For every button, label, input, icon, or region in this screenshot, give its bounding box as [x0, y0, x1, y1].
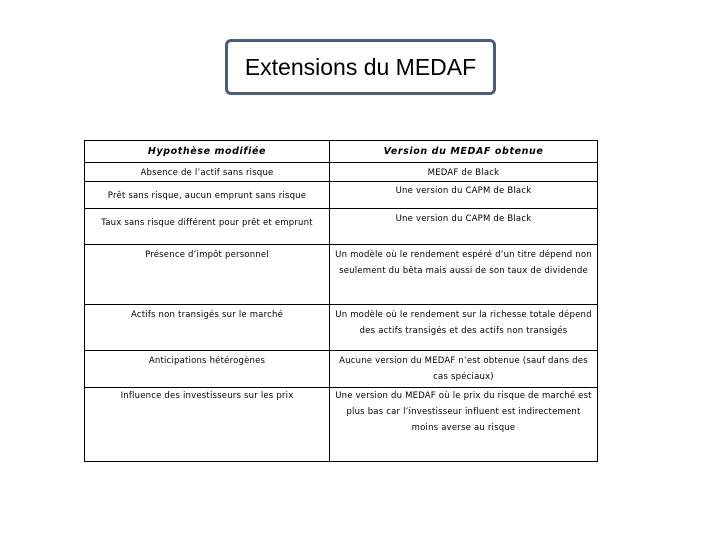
slide-title: Extensions du MEDAF — [225, 39, 496, 95]
hypothesis-cell: Absence de l’actif sans risque — [85, 163, 330, 182]
version-cell: Un modèle où le rendement sur la richesse totale dépend des actifs transigés et des actifs non transigés — [330, 305, 598, 351]
version-cell: Une version du CAPM de Black — [330, 209, 598, 245]
hypothesis-cell: Influence des investisseurs sur les prix — [85, 388, 330, 462]
table-header-row — [85, 141, 598, 163]
hypothesis-cell: Prêt sans risque, aucun emprunt sans risque — [85, 182, 330, 209]
table-row — [85, 163, 598, 182]
table-row — [85, 305, 598, 351]
table-row — [85, 351, 598, 388]
hypothesis-cell: Présence d’impôt personnel — [85, 245, 330, 305]
extensions-table — [84, 140, 598, 462]
table-row — [85, 209, 598, 245]
version-cell: Une version du MEDAF où le prix du risque de marché est plus bas car l’investisseur influent est indirectement moins averse au risque — [330, 388, 598, 462]
hypothesis-cell: Anticipations hétérogènes — [85, 351, 330, 388]
version-cell: Aucune version du MEDAF n’est obtenue (sauf dans des cas spéciaux) — [330, 351, 598, 388]
header-version: Version du MEDAF obtenue — [330, 141, 598, 163]
table-row — [85, 245, 598, 305]
version-cell: MEDAF de Black — [330, 163, 598, 182]
hypothesis-cell: Actifs non transigés sur le marché — [85, 305, 330, 351]
header-hypothesis: Hypothèse modifiée — [85, 141, 330, 163]
table-row — [85, 388, 598, 462]
table-row — [85, 182, 598, 209]
version-cell: Un modèle où le rendement espéré d’un titre dépend non seulement du bêta mais aussi de son taux de dividende — [330, 245, 598, 305]
hypothesis-cell: Taux sans risque différent pour prêt et emprunt — [85, 209, 330, 245]
version-cell: Une version du CAPM de Black — [330, 182, 598, 209]
